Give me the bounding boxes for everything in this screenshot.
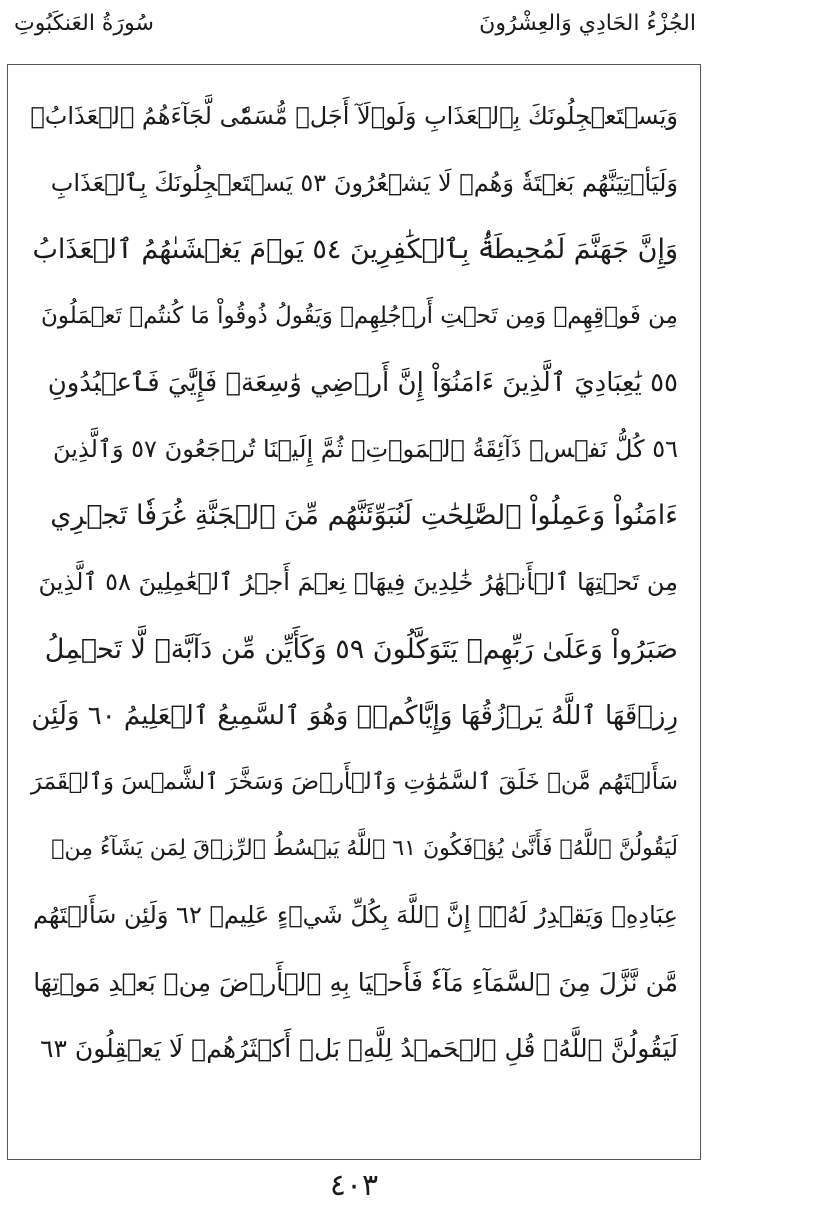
- surah-title: سُورَةُ العَنكَبُوتِ: [14, 11, 154, 36]
- text-line: وَيَسۡتَعۡجِلُونَكَ بِٱلۡعَذَابِ وَلَوۡلَآ أَجَلٞ مُّسَمّٗى لَّجَآءَهُمُ ٱلۡعَذَابُۚ: [30, 102, 678, 131]
- juz-title: الجُزْءُ الحَادِي وَالعِشْرُونَ: [479, 11, 696, 36]
- text-line: مَّن نَّزَّلَ مِنَ ٱلسَّمَآءِ مَآءٗ فَأَحۡيَا بِهِ ٱلۡأَرۡضَ مِنۢ بَعۡدِ مَوۡتِهَا: [33, 967, 678, 997]
- text-line: وَإِنَّ جَهَنَّمَ لَمُحِيطَةُۢ بِٱلۡكَٰفِرِينَ ٥٤ يَوۡمَ يَغۡشَىٰهُمُ ٱلۡعَذَابُ: [32, 233, 678, 265]
- text-line: مِن تَحۡتِهَا ٱلۡأَنۡهَٰرُ خَٰلِدِينَ فِيهَاۚ نِعۡمَ أَجۡرُ ٱلۡعَٰمِلِينَ ٥٨ ٱلَّذِينَ: [38, 568, 678, 597]
- page-header: [0, 0, 816, 58]
- text-line: عِبَادِهِۦ وَيَقۡدِرُ لَهُۥٓۚ إِنَّ ٱللَّهَ بِكُلِّ شَيۡءٍ عَلِيمٞ ٦٢ وَلَئِن سَأَلۡتَهُم: [32, 901, 678, 930]
- text-line: ءَامَنُواْ وَعَمِلُواْ ٱلصَّٰلِحَٰتِ لَنُبَوِّئَنَّهُم مِّنَ ٱلۡجَنَّةِ غُرَفٗا تَجۡرِي: [50, 500, 678, 532]
- text-line: رِزۡقَهَا ٱللَّهُ يَرۡزُقُهَا وَإِيَّاكُمۡۚ وَهُوَ ٱلسَّمِيعُ ٱلۡعَلِيمُ ٦٠ وَلَئِن: [31, 700, 678, 731]
- text-line: لَيَقُولُنَّ ٱللَّهُۖ فَأَنَّىٰ يُؤۡفَكُونَ ٦١ ٱللَّهُ يَبۡسُطُ ٱلرِّزۡقَ لِمَن يَشَآءُ مِنۡ: [51, 836, 678, 862]
- text-line: مِن فَوۡقِهِمۡ وَمِن تَحۡتِ أَرۡجُلِهِمۡ وَيَقُولُ ذُوقُواْ مَا كُنتُمۡ تَعۡمَلُونَ: [40, 303, 678, 330]
- page-number: ٤٠٣: [329, 1168, 379, 1203]
- text-line: ٥٦ كُلُّ نَفۡسٖ ذَآئِقَةُ ٱلۡمَوۡتِۖ ثُمَّ إِلَيۡنَا تُرۡجَعُونَ ٥٧ وَٱلَّذِينَ: [53, 435, 678, 464]
- text-line: وَلَيَأۡتِيَنَّهُم بَغۡتَةٗ وَهُمۡ لَا يَشۡعُرُونَ ٥٣ يَسۡتَعۡجِلُونَكَ بِٱلۡعَذَابِ: [50, 168, 678, 197]
- text-line: لَيَقُولُنَّ ٱللَّهُۚ قُلِ ٱلۡحَمۡدُ لِلَّهِۚ بَلۡ أَكۡثَرُهُمۡ لَا يَعۡقِلُونَ ٦٣: [40, 1034, 678, 1064]
- verse-lines: [30, 83, 678, 1082]
- text-line: ٥٥ يَٰعِبَادِيَ ٱلَّذِينَ ءَامَنُوٓاْ إِنَّ أَرۡضِي وَٰسِعَةٞ فَإِيَّٰيَ فَٱعۡبُدُونِ: [47, 367, 678, 398]
- text-line: صَبَرُواْ وَعَلَىٰ رَبِّهِمۡ يَتَوَكَّلُونَ ٥٩ وَكَأَيِّن مِّن دَآبَّةٖ لَّا تَحۡمِلُ: [44, 633, 678, 665]
- text-line: سَأَلۡتَهُم مَّنۡ خَلَقَ ٱلسَّمَٰوَٰتِ وَٱلۡأَرۡضَ وَسَخَّرَ ٱلشَّمۡسَ وَٱلۡقَمَرَ: [30, 769, 678, 796]
- text-frame: [7, 64, 701, 1160]
